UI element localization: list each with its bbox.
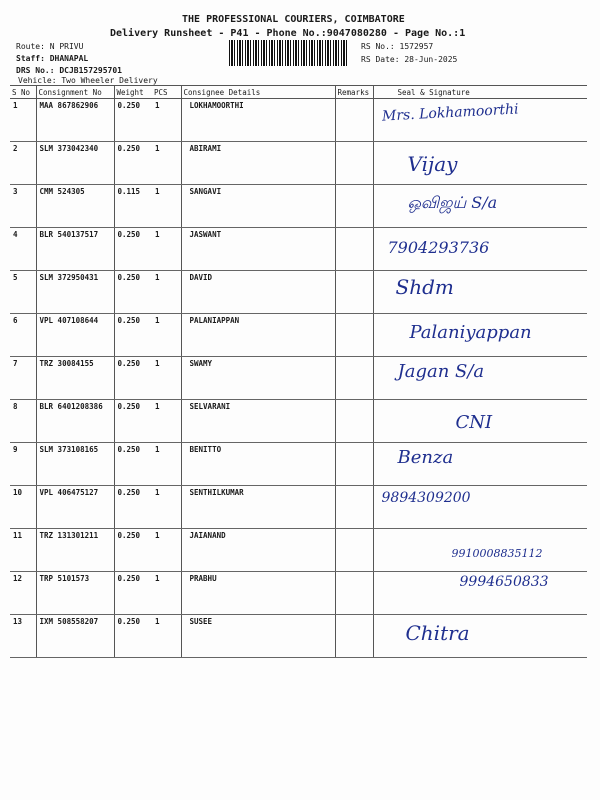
serial-number: 10 bbox=[10, 486, 36, 529]
weight: 0.250 bbox=[114, 443, 152, 486]
table-header bbox=[10, 86, 587, 99]
table-row bbox=[10, 357, 587, 400]
handwritten-signature: Jagan S/a bbox=[397, 361, 485, 382]
remarks bbox=[335, 357, 373, 400]
table-row bbox=[10, 486, 587, 529]
pcs: 1 bbox=[152, 142, 181, 185]
pcs: 1 bbox=[152, 615, 181, 658]
rs-date: RS Date: 28-Jun-2025 bbox=[361, 55, 458, 64]
consignee-name: LOKHAMOORTHI bbox=[181, 99, 335, 142]
vehicle: Vehicle: Two Wheeler Delivery bbox=[18, 76, 158, 85]
signature-cell bbox=[373, 357, 587, 400]
signature-cell bbox=[373, 271, 587, 314]
handwritten-signature: Vijay bbox=[407, 152, 458, 176]
serial-number: 2 bbox=[10, 142, 36, 185]
remarks bbox=[335, 400, 373, 443]
signature-cell bbox=[373, 185, 587, 228]
handwritten-signature: ஒவிஜய் S/a bbox=[407, 193, 498, 212]
pcs: 1 bbox=[152, 314, 181, 357]
weight: 0.250 bbox=[114, 486, 152, 529]
handwritten-signature: Mrs. Lokhamoorthi bbox=[381, 101, 519, 125]
col-consignee: Consignee Details bbox=[181, 86, 335, 99]
pcs: 1 bbox=[152, 529, 181, 572]
pcs: 1 bbox=[152, 99, 181, 142]
remarks bbox=[335, 443, 373, 486]
pcs: 1 bbox=[152, 185, 181, 228]
remarks bbox=[335, 185, 373, 228]
handwritten-signature: Palaniyappan bbox=[409, 322, 532, 343]
col-consignment: Consignment No bbox=[36, 86, 114, 99]
weight: 0.250 bbox=[114, 142, 152, 185]
consignment-number: SLM 373042340 bbox=[36, 142, 114, 185]
signature-cell bbox=[373, 443, 587, 486]
handwritten-signature: 7904293736 bbox=[387, 238, 490, 257]
consignment-number: TRZ 30084155 bbox=[36, 357, 114, 400]
serial-number: 11 bbox=[10, 529, 36, 572]
weight: 0.250 bbox=[114, 615, 152, 658]
weight: 0.250 bbox=[114, 314, 152, 357]
remarks bbox=[335, 99, 373, 142]
serial-number: 5 bbox=[10, 271, 36, 314]
table-row bbox=[10, 615, 587, 658]
consignee-name: JASWANT bbox=[181, 228, 335, 271]
table-row bbox=[10, 271, 587, 314]
signature-cell bbox=[373, 615, 587, 658]
signature-cell bbox=[373, 572, 587, 615]
serial-number: 3 bbox=[10, 185, 36, 228]
remarks bbox=[335, 529, 373, 572]
serial-number: 13 bbox=[10, 615, 36, 658]
col-signature: Seal & Signature bbox=[373, 86, 587, 99]
consignment-number: TRZ 131301211 bbox=[36, 529, 114, 572]
col-remarks: Remarks bbox=[335, 86, 373, 99]
runsheet-subtitle: Delivery Runsheet - P41 - Phone No.:9047080280 - Page No.:1 bbox=[110, 28, 466, 39]
consignment-number: TRP 5101573 bbox=[36, 572, 114, 615]
pcs: 1 bbox=[152, 443, 181, 486]
weight: 0.250 bbox=[114, 529, 152, 572]
route: Route: N PRIVU bbox=[16, 42, 84, 51]
consignee-name: JAIANAND bbox=[181, 529, 335, 572]
consignee-name: SUSEE bbox=[181, 615, 335, 658]
weight: 0.115 bbox=[114, 185, 152, 228]
consignee-name: BENITTO bbox=[181, 443, 335, 486]
pcs: 1 bbox=[152, 271, 181, 314]
handwritten-signature: Chitra bbox=[405, 621, 470, 645]
remarks bbox=[335, 271, 373, 314]
consignment-number: CMM 524305 bbox=[36, 185, 114, 228]
consignment-number: BLR 540137517 bbox=[36, 228, 114, 271]
remarks bbox=[335, 314, 373, 357]
col-sno: S No bbox=[10, 86, 36, 99]
consignment-number: SLM 372950431 bbox=[36, 271, 114, 314]
handwritten-signature: Benza bbox=[397, 447, 454, 468]
consignment-number: MAA 867862906 bbox=[36, 99, 114, 142]
consignee-name: ABIRAMI bbox=[181, 142, 335, 185]
pcs: 1 bbox=[152, 572, 181, 615]
handwritten-signature: 9910008835112 bbox=[451, 547, 543, 560]
weight: 0.250 bbox=[114, 99, 152, 142]
staff: Staff: DHANAPAL bbox=[16, 54, 89, 63]
consignment-number: SLM 373108165 bbox=[36, 443, 114, 486]
remarks bbox=[335, 615, 373, 658]
consignee-name: SENTHILKUMAR bbox=[181, 486, 335, 529]
company-title: THE PROFESSIONAL COURIERS, COIMBATORE bbox=[182, 14, 405, 25]
signature-cell bbox=[373, 142, 587, 185]
handwritten-signature: 9994650833 bbox=[459, 574, 549, 590]
consignee-name: SANGAVI bbox=[181, 185, 335, 228]
table-row bbox=[10, 443, 587, 486]
handwritten-signature: Shdm bbox=[395, 275, 454, 299]
pcs: 1 bbox=[152, 486, 181, 529]
signature-cell bbox=[373, 400, 587, 443]
table-row bbox=[10, 228, 587, 271]
consignment-number: VPL 406475127 bbox=[36, 486, 114, 529]
table-row bbox=[10, 314, 587, 357]
col-pcs: PCS bbox=[152, 86, 181, 99]
serial-number: 8 bbox=[10, 400, 36, 443]
consignee-name: SELVARANI bbox=[181, 400, 335, 443]
consignee-name: PALANIAPPAN bbox=[181, 314, 335, 357]
pcs: 1 bbox=[152, 228, 181, 271]
weight: 0.250 bbox=[114, 271, 152, 314]
col-weight: Weight bbox=[114, 86, 152, 99]
consignee-name: PRABHU bbox=[181, 572, 335, 615]
signature-cell bbox=[373, 314, 587, 357]
table-row bbox=[10, 400, 587, 443]
weight: 0.250 bbox=[114, 228, 152, 271]
table-row bbox=[10, 572, 587, 615]
table-row bbox=[10, 529, 587, 572]
barcode bbox=[229, 40, 349, 66]
signature-cell bbox=[373, 486, 587, 529]
serial-number: 7 bbox=[10, 357, 36, 400]
signature-cell bbox=[373, 99, 587, 142]
serial-number: 12 bbox=[10, 572, 36, 615]
handwritten-signature: CNI bbox=[455, 412, 493, 433]
serial-number: 4 bbox=[10, 228, 36, 271]
serial-number: 6 bbox=[10, 314, 36, 357]
table-row bbox=[10, 99, 587, 142]
weight: 0.250 bbox=[114, 357, 152, 400]
serial-number: 1 bbox=[10, 99, 36, 142]
rs-number: RS No.: 1572957 bbox=[361, 42, 434, 51]
drs-number: DRS No.: DCJB157295701 bbox=[16, 66, 122, 75]
pcs: 1 bbox=[152, 357, 181, 400]
consignee-name: SWAMY bbox=[181, 357, 335, 400]
signature-cell bbox=[373, 529, 587, 572]
table-row bbox=[10, 185, 587, 228]
remarks bbox=[335, 486, 373, 529]
weight: 0.250 bbox=[114, 400, 152, 443]
handwritten-signature: 9894309200 bbox=[381, 490, 471, 506]
consignment-number: VPL 407108644 bbox=[36, 314, 114, 357]
consignment-number: IXM 508558207 bbox=[36, 615, 114, 658]
weight: 0.250 bbox=[114, 572, 152, 615]
serial-number: 9 bbox=[10, 443, 36, 486]
runsheet-table bbox=[10, 85, 587, 658]
consignee-name: DAVID bbox=[181, 271, 335, 314]
pcs: 1 bbox=[152, 400, 181, 443]
consignment-number: BLR 6401208386 bbox=[36, 400, 114, 443]
table-row bbox=[10, 142, 587, 185]
remarks bbox=[335, 572, 373, 615]
remarks bbox=[335, 228, 373, 271]
remarks bbox=[335, 142, 373, 185]
signature-cell bbox=[373, 228, 587, 271]
